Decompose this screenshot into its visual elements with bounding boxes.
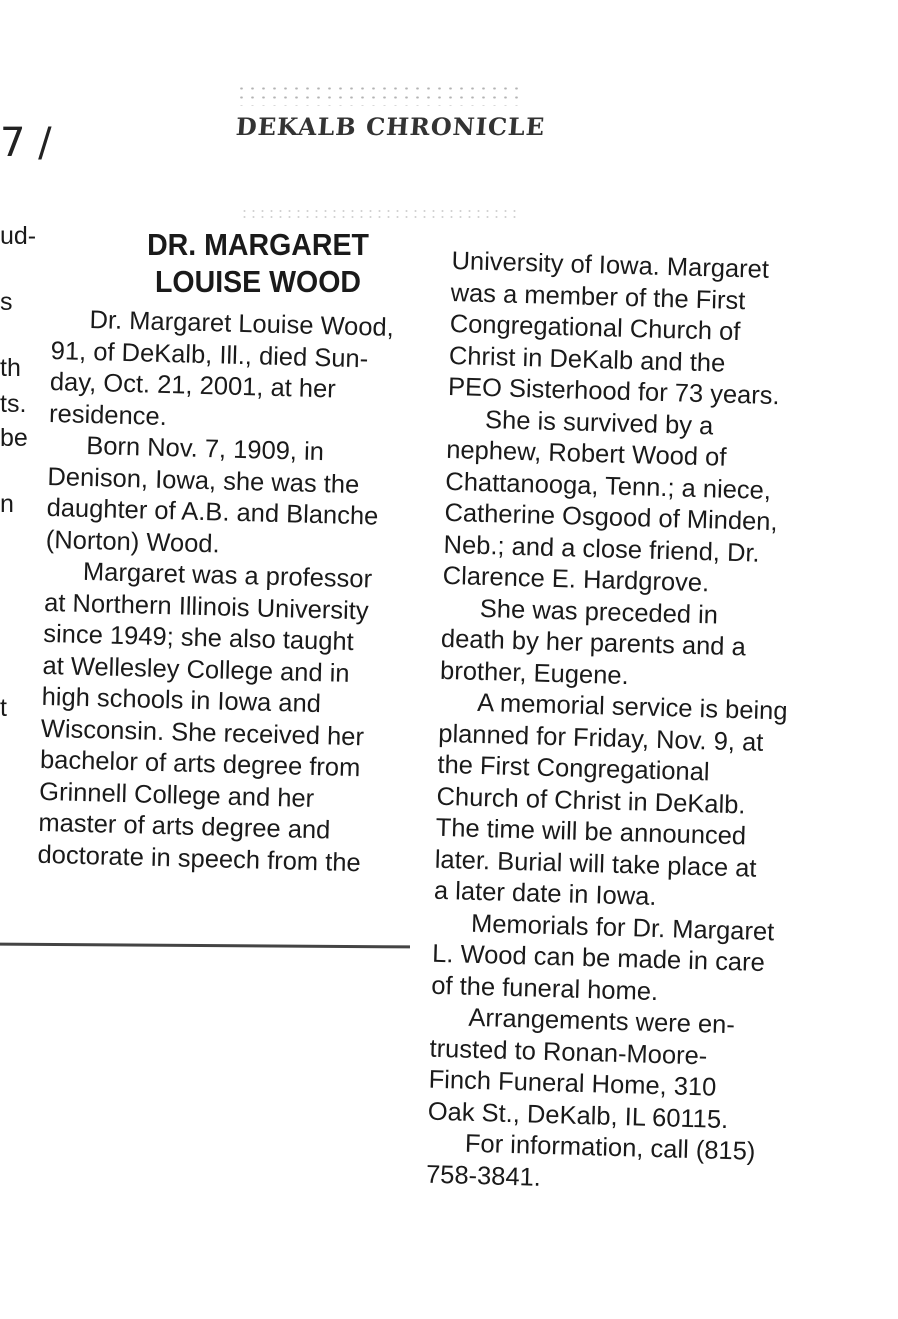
fragment-text: ts. — [0, 390, 27, 418]
article-text-line: She was preceded in — [479, 594, 719, 630]
article-text-line: Dr. Margaret Louise Wood, — [89, 305, 395, 342]
article-text-line: was a member of the First — [450, 278, 746, 315]
article-text-line: Grinnell College and her — [38, 777, 315, 813]
article-text-line: Congregational Church of — [449, 309, 741, 347]
article-text-line: Chattanooga, Tenn.; a niece, — [445, 467, 772, 505]
article-text-line: L. Wood can be made in care — [431, 939, 766, 978]
article-text-line: A memorial service is being — [476, 688, 788, 726]
article-right-column — [426, 246, 801, 1200]
article-text-line: Memorials for Dr. Margaret — [470, 909, 775, 946]
article-text-line: Born Nov. 7, 1909, in — [85, 431, 325, 467]
article-text-line: residence. — [48, 399, 168, 431]
article-text-line: For information, call (815) — [464, 1129, 756, 1166]
article-text-line: since 1949; she also taught — [42, 619, 355, 657]
fragment-text: be — [0, 424, 28, 452]
title-line: DR. MARGARET — [147, 227, 369, 262]
article-text-line: brother, Eugene. — [439, 656, 630, 690]
article-text-line: Arrangements were en- — [468, 1003, 736, 1040]
newspaper-masthead: DEKALB CHRONICLE — [234, 112, 547, 141]
article-text-line: high schools in Iowa and — [41, 682, 322, 719]
article-text-line: Wisconsin. She received her — [40, 714, 365, 751]
article-text-line: at Northern Illinois University — [43, 588, 369, 625]
article-text-line: doctorate in speech from the — [37, 840, 362, 877]
article-text-line: Neb.; and a close friend, Dr. — [443, 530, 761, 568]
article-text-line: 91, of DeKalb, Ill., died Sun- — [50, 336, 369, 373]
fragment-text: s — [0, 288, 13, 316]
article-text-line: She is survived by a — [484, 405, 714, 440]
article-text-line: a later date in Iowa. — [433, 876, 657, 911]
masthead-print-specks — [236, 84, 526, 106]
fragment-text: th — [0, 354, 21, 382]
article-text-line: The time will be announced — [435, 813, 747, 851]
article-text-line: master of arts degree and — [38, 808, 331, 845]
article-text-line: planned for Friday, Nov. 9, at — [437, 719, 764, 757]
article-text-line: bachelor of arts degree from — [39, 745, 361, 783]
clipping-edge-rule — [0, 943, 410, 949]
article-title — [129, 226, 387, 300]
article-text-line: daughter of A.B. and Blanche — [46, 493, 379, 531]
article-text-line: Denison, Iowa, she was the — [47, 462, 360, 499]
article-text-line: (Norton) Wood. — [45, 525, 220, 558]
article-left-column — [37, 304, 394, 880]
article-text-line: Christ in DeKalb and the — [448, 341, 726, 378]
column-print-specks — [240, 208, 520, 220]
article-text-line: of the funeral home. — [430, 971, 659, 1006]
article-text-line: University of Iowa. Margaret — [451, 246, 770, 284]
article-text-line: the First Congregational — [437, 750, 710, 787]
article-text-line: death by her parents and a — [440, 624, 747, 662]
fragment-text: t — [0, 694, 7, 722]
article-text-line: PEO Sisterhood for 73 years. — [447, 372, 780, 411]
article-text-line: at Wellesley College and in — [42, 651, 350, 688]
article-text-line: Church of Christ in DeKalb. — [436, 782, 746, 819]
article-text-line: Catherine Osgood of Minden, — [444, 498, 778, 537]
article-text-line: Margaret was a professor — [82, 557, 373, 594]
article-text-line: day, Oct. 21, 2001, at her — [49, 367, 337, 404]
article-text-line: 758-3841. — [425, 1160, 542, 1192]
title-line: LOUISE WOOD — [155, 264, 361, 299]
article-text-line: Clarence E. Hardgrove. — [442, 561, 710, 598]
fragment-text: ud- — [0, 222, 37, 250]
article-text-line: Finch Funeral Home, 310 — [428, 1065, 717, 1102]
handwritten-mark: 7 / — [0, 120, 52, 166]
fragment-text: n — [0, 490, 14, 518]
article-text-line: trusted to Ronan-Moore- — [429, 1034, 708, 1070]
article-text-line: Oak St., DeKalb, IL 60115. — [427, 1097, 729, 1134]
article-text-line: nephew, Robert Wood of — [445, 435, 727, 472]
article-text-line: later. Burial will take place at — [434, 845, 757, 883]
